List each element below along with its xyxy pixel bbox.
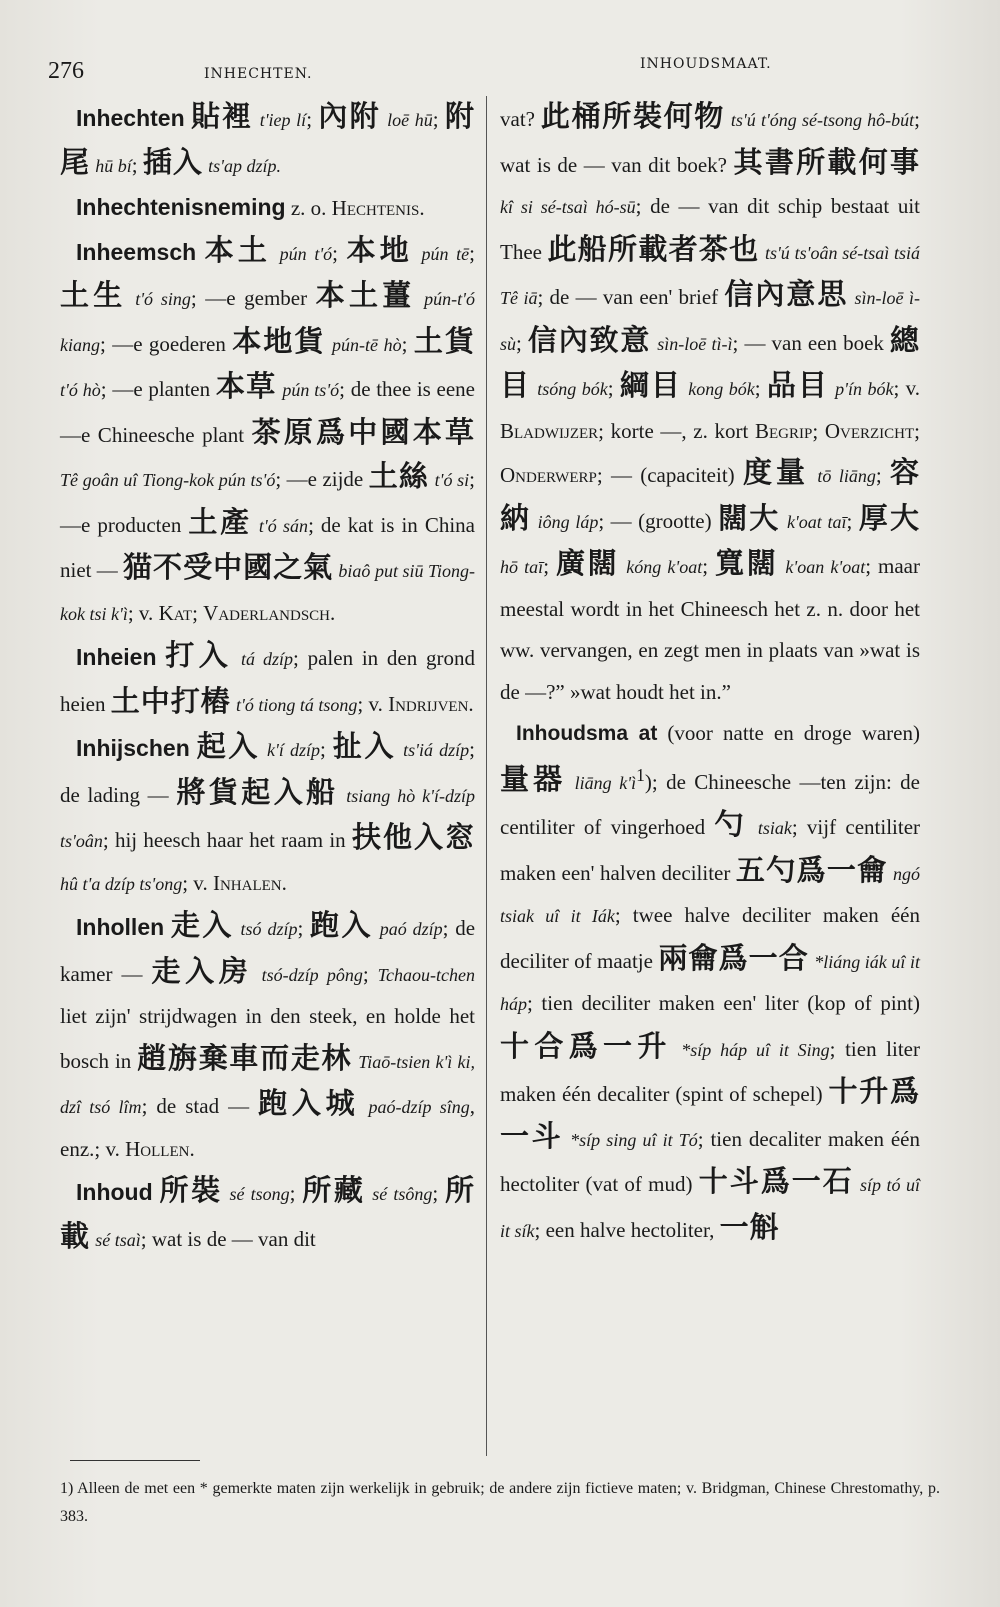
right-column [500,96,920,1252]
entry-inhechtenisneming: Inhechtenisneming z. o. Hechtenis. [76,194,425,220]
page-header [0,52,1000,82]
footnote-rule [70,1460,200,1461]
footnote: 1) Alleen de met een * gemerkte maten zijn werkelijk in gebruik; de andere zijn fictieve maten; v. Bridgman, Chinese Chrestomathy, p. 383. [60,1480,940,1525]
entry-inhoud: Inhoud 所裝 sé tsong; 所藏 sé tsông; 所載 sé tsaì; wat is de — van dit [60,1173,476,1253]
entry-inhoud-continued: vat? 此桶所裝何物 ts'ú t'óng sé-tsong hô-bút; wat is de — van dit boek? 其書所載何事 kî si sé-tsaì hó-sū; de — van dit schip bestaat uit Thee 此船所載者茶也 ts'ú ts'oân sé-tsaì tsiá Tê iā; de — van een' brief 信內意思 sìn-loē ì-sù; 信內致意 sìn-loē tì-ì; — van een boek 總目 tsóng bók; 綱目 kong bók; 品目 p'ín bók; v. Bladwijzer; korte —, z. kort Begrip; Overzicht; Onderwerp; — (capaciteit) 度量 tō liāng; 容納 iông láp; — (grootte) 闊大 k'oat taī; 厚大 hō taī; 廣闊 kóng k'oat; 寬闊 k'oan k'oat; maar meestal wordt in het Chineesch het z. n. door het ww. vervangen, en zegt men in plaats van »wat is de —?” »wat houdt het in.” [500,99,920,704]
left-column [60,96,475,1261]
running-head-right: INHOUDSMAAT. [640,56,772,72]
running-head-left: INHECHTEN. [204,66,313,82]
entry-inheien: Inheien 打入 tá dzíp; palen in den grond heien 土中打樁 t'ó tiong tá tsong; v. Indrijven. [60,638,475,718]
entry-inhollen: Inhollen 走入 tsó dzíp; 跑入 paó dzíp; de kamer — 走入房 tsó-dzíp pông; Tchaou-tchen liet zijn' strijdwagen in den steek, en holde het bosch in 趙旃棄車而走林 Tiaō-tsien k'ì ki, dzî tsó lîm; de stad — 跑入城 paó-dzíp sîng, enz.; v. Hollen. [60,908,476,1161]
entry-inhechten: Inhechten 貼裡 t'iep lí; 內附 loē hū; 附尾 hū bí; 插入 ts'ap dzíp. [60,99,475,179]
column-divider [486,96,487,1456]
entry-inhijschen: Inhijschen 起入 k'í dzíp; 扯入 ts'iá dzíp; de lading — 將貨起入船 tsiang hò k'í-dzíp ts'oân; hij heesch haar het raam in 扶他入窓 hû t'a dzíp ts'ong; v. Inhalen. [60,729,475,895]
entry-inheemsch: Inheemsch 本土 pún t'ó; 本地 pún tē; 土生 t'ó sing; —e gember 本土薑 pún-t'ó kiang; —e goederen 本地貨 pún-tē hò; 土貨 t'ó hò; —e planten 本草 pún ts'ó; de thee is eene —e Chineesche plant 茶原爲中國本草 Tê goân uî Tiong-kok pún ts'ó; —e zijde 土絲 t'ó si; —e producten 土產 t'ó sán; de kat is in China niet — 猫不受中國之氣 biaô put siū Tiong-kok tsi k'ì; v. Kat; Vaderlandsch. [60,232,476,625]
page-number: 276 [48,58,84,84]
entry-inhoudsmaat: Inhoudsma at (voor natte en droge waren) 量器 liāng $k'ì^1$); de Chineesche —ten zijn: de centiliter of vingerhoed 勺 tsiak; vijf centiliter maken een' halven deciliter 五勺爲一龠 ngó tsiak uî it Iák; twee halve deciliter maken één deciliter of maatje 兩龠爲一合 *liáng iák uî it háp; tien deciliter maken een' liter (kop of pint) 十合爲一升 *síp háp uî it Sing; tien liter maken één decaliter (spint of schepel) 十升爲一斗 *síp sing uî it Tó; tien decaliter maken één hectoliter (vat of mud) 十斗爲一石 síp tó uî it sík; een halve hectoliter, 一斛 [500,721,921,1244]
